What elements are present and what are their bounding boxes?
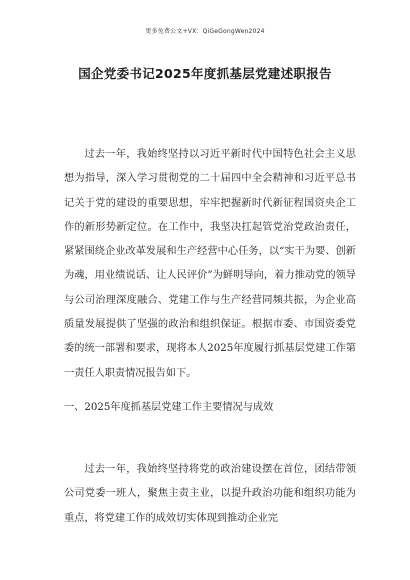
- document-title: 国企党委书记2025年度抓基层党建述职报告: [78, 66, 332, 81]
- section-heading: 一、2025年度抓基层党建工作主要情况与成效: [64, 402, 274, 413]
- intro-paragraph: 过去一年，我始终坚持以习近平新时代中国特色社会主义思想为指导，深入学习贯彻党的二十届四中全会精神和习近平总书记关于党的建设的重要思想，牢牢把握新时代新征程国资央企工作的新形势新定位。在工作中，我坚决扛起管党治党政治责任，紧紧围绕企业改革发展和生产经营中心任务，以“实干为要、创新为魂，用业绩说话、让人民评价”为鲜明导向，着力推动党的领导与公司治理深度融合、党建工作与生产经营同频共振，为企业高质量发展提供了坚强的政治和组织保证。根据市委、市国资委党委的统一部署和要求，现将本人2025年度履行抓基层党建工作第一责任人职责情况报告如下。: [64, 149, 356, 379]
- section-paragraph: 过去一年，我始终坚持将党的政治建设摆在首位，团结带领公司党委一班人，聚焦主责主业，以提升政治功能和组织功能为重点，将党建工作的成效切实体现到推动企业完: [64, 464, 356, 524]
- header-note: 更多免费公文+VX：QiGeGongWen2024: [145, 28, 265, 35]
